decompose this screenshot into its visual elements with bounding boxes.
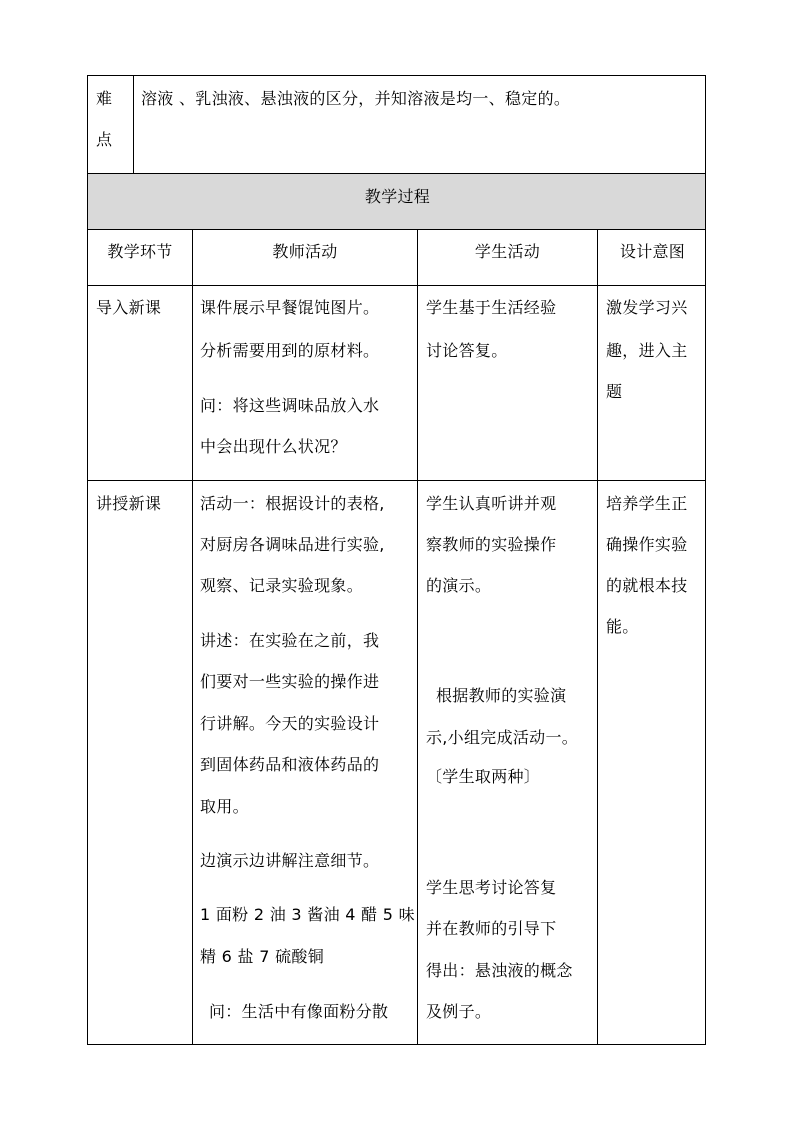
row-divider [88, 229, 705, 230]
lecture-student-line: 根据教师的实验演 [436, 686, 567, 705]
lecture-teacher-line: 1 面粉 2 油 3 酱油 4 醋 5 味 [200, 905, 415, 924]
lecture-teacher-line: 问：生活中有像面粉分散 [209, 1002, 389, 1021]
lecture-student-line: 学生思考讨论答复 [426, 878, 557, 897]
intro-teacher-line: 中会出现什么状况？ [200, 437, 347, 456]
lecture-student-line: 的演示。 [426, 576, 492, 595]
col-divider [417, 229, 418, 1044]
lecture-intent-line: 确操作实验 [606, 535, 688, 554]
lecture-teacher-line: 讲述：在实验在之前，我 [200, 631, 380, 650]
header-intent: 设计意图 [619, 242, 686, 261]
lesson-plan-table [87, 75, 706, 1045]
intro-intent-line: 激发学习兴 [606, 298, 688, 317]
intro-teacher-line: 课件展示早餐馄饨图片。 [200, 298, 380, 317]
header-student: 学生活动 [474, 242, 541, 261]
lecture-teacher-line: 到固体药品和液体药品的 [200, 755, 380, 774]
lecture-student-line: 察教师的实验操作 [426, 535, 557, 554]
header-teacher: 教师活动 [272, 242, 338, 261]
intro-intent-line: 题 [606, 382, 623, 401]
lecture-intent-line: 的就根本技 [606, 576, 688, 595]
lecture-student-line: 示,小组完成活动一。 [426, 728, 579, 747]
difficulty-content: 溶液 、乳浊液、悬浊液的区分，并知溶液是均一、稳定的。 [141, 89, 571, 108]
lecture-teacher-line: 对厨房各调味品进行实验, [200, 535, 385, 554]
lecture-intent-line: 培养学生正 [606, 494, 688, 513]
lecture-teacher-line: 精 6 盐 7 硫酸铜 [200, 947, 325, 966]
col-divider [192, 229, 193, 1044]
difficulty-label: 点 [96, 130, 113, 149]
lecture-teacher-line: 观察、记录实验现象。 [200, 576, 364, 595]
difficulty-label: 难 [96, 89, 113, 108]
lecture-teacher-line: 边演示边讲解注意细节。 [200, 851, 380, 870]
intro-intent-line: 趣，进入主 [606, 341, 688, 360]
lecture-teacher-line: 活动一：根据设计的表格, [200, 494, 385, 513]
intro-student-line: 讨论答复。 [426, 341, 508, 360]
lecture-student-line: 及例子。 [426, 1002, 492, 1021]
lecture-teacher-line: 取用。 [200, 797, 249, 816]
process-title: 教学过程 [364, 187, 431, 206]
lecture-intent-line: 能。 [606, 617, 639, 636]
row-divider [88, 285, 705, 286]
lecture-student-line: 学生认真听讲并观 [426, 494, 557, 513]
lecture-teacher-line: 行讲解。今天的实验设计 [200, 714, 380, 733]
row-divider [88, 173, 705, 174]
lecture-stage: 讲授新课 [96, 494, 162, 513]
intro-stage: 导入新课 [96, 298, 162, 317]
lecture-student-line: 〔学生取两种〕 [426, 767, 541, 786]
lecture-teacher-line: 们要对一些实验的操作进 [200, 672, 380, 691]
lecture-student-line: 并在教师的引导下 [426, 919, 557, 938]
intro-teacher-line: 问：将这些调味品放入水 [200, 396, 380, 415]
col-divider [597, 229, 598, 1044]
header-stage: 教学环节 [107, 242, 173, 261]
row-divider [88, 480, 705, 481]
intro-student-line: 学生基于生活经验 [426, 298, 557, 317]
intro-teacher-line: 分析需要用到的原材料。 [200, 341, 380, 360]
col-divider [133, 76, 134, 173]
lecture-student-line: 得出：悬浊液的概念 [426, 961, 573, 980]
